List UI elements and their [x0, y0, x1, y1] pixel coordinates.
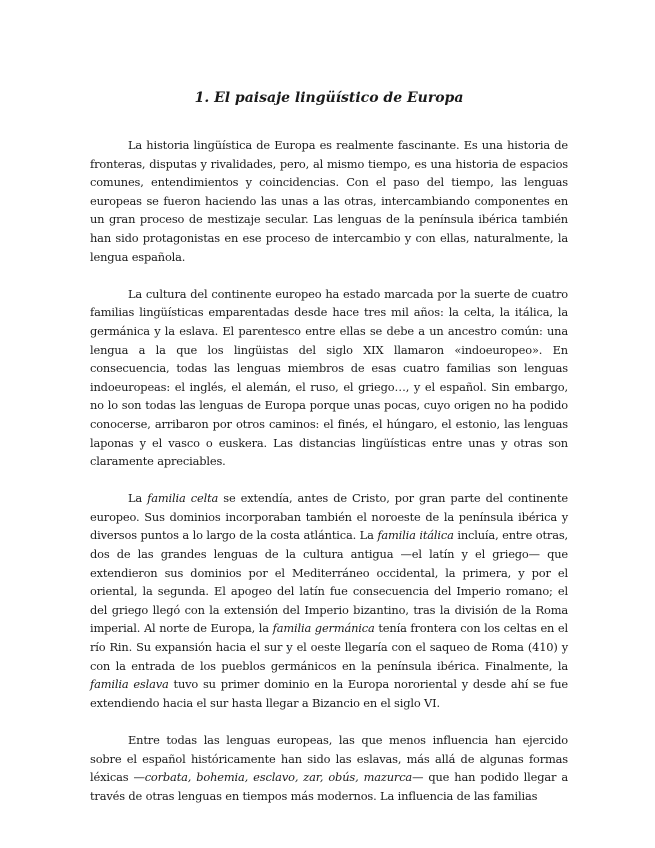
paragraph-1: [90, 136, 568, 266]
italic-term: corbata, bohemia, esclavo, zar, obús, mazurca: [144, 770, 413, 785]
document-page: [90, 88, 568, 824]
text-run: incluía, entre otras, dos de las grandes lenguas de la cultura antigua —el latín y el griego— que extendieron sus dominios por el Mediterráneo occidental, la primera, y por el oriental, la segunda. El apogeo del latín fue consecuencia del Imperio romano; el del griego llegó con la extensión del Imperio bizantino, tras la división de la Roma imperial. Al norte de Europa, la: [90, 528, 568, 636]
text-run: — que han podido llegar a través de otras lenguas en tiempos más modernos. La influencia de las familias: [90, 770, 569, 803]
paragraph-3: [90, 489, 568, 712]
italic-term: familia germánica: [272, 621, 375, 636]
page-title: 1. El paisaje lingüístico de Europa: [194, 90, 464, 106]
italic-term: familia eslava: [90, 677, 169, 692]
body-text: [90, 136, 568, 805]
text-run: tenía frontera con los celtas en el río Rin. Su expansión hacia el sur y el oeste llegaría con el saqueo de Roma (410) y con la entrada de los pueblos germánicos en la península ibérica. Finalmente, la: [90, 621, 568, 673]
italic-term: familia itálica: [377, 528, 454, 543]
text-run: La cultura del continente europeo ha estado marcada por la suerte de cuatro familias lingüísticas emparentadas desde hace tres mil años: la celta, la itálica, la germánica y la eslava. El parentesco entre ellas se debe a un ancestro común: una lengua a la que los lingüistas del siglo XIX llamaron «indoeuropeo». En consecuencia, todas las lenguas miembros de esas cuatro familias son lenguas indoeuropeas: el inglés, el alemán, el ruso, el griego…, y el español. Sin embargo, no lo son todas las lenguas de Europa porque unas pocas, cuyo origen no ha podido conocerse, arribaron por otros caminos: el finés, el húngaro, el estonio, las lenguas laponas y el vasco o euskera. Las distancias lingüísticas entre unas y otras son claramente apreciables.: [90, 286, 568, 469]
text-run: se extendía, antes de Cristo, por gran parte del continente europeo. Sus dominios incorporaban también el noroeste de la península ibérica y diversos puntos a lo largo de la costa atlántica. La: [90, 491, 568, 543]
italic-term: familia celta: [147, 491, 219, 506]
paragraph-2: [90, 285, 568, 471]
paragraph-4: [90, 731, 568, 805]
text-run: Entre todas las lenguas europeas, las que menos influencia han ejercido sobre el español históricamente han sido las eslavas, más allá de algunas formas léxicas —: [90, 733, 568, 785]
text-run: La historia lingüística de Europa es realmente fascinante. Es una historia de fronteras, disputas y rivalidades, pero, al mismo tiempo, es una historia de espacios comunes, entendimientos y coincidencias. Con el paso del tiempo, las lenguas europeas se fueron haciendo las unas a las otras, intercambiando componentes en un gran proceso de mestizaje secular. Las lenguas de la península ibérica también han sido protagonistas en ese proceso de intercambio y con ellas, naturalmente, la lengua española.: [90, 138, 568, 264]
text-run: La: [128, 491, 148, 506]
text-run: tuvo su primer dominio en la Europa nororiental y desde ahí se fue extendiendo hacia el sur hasta llegar a Bizancio en el siglo VI.: [90, 677, 569, 710]
